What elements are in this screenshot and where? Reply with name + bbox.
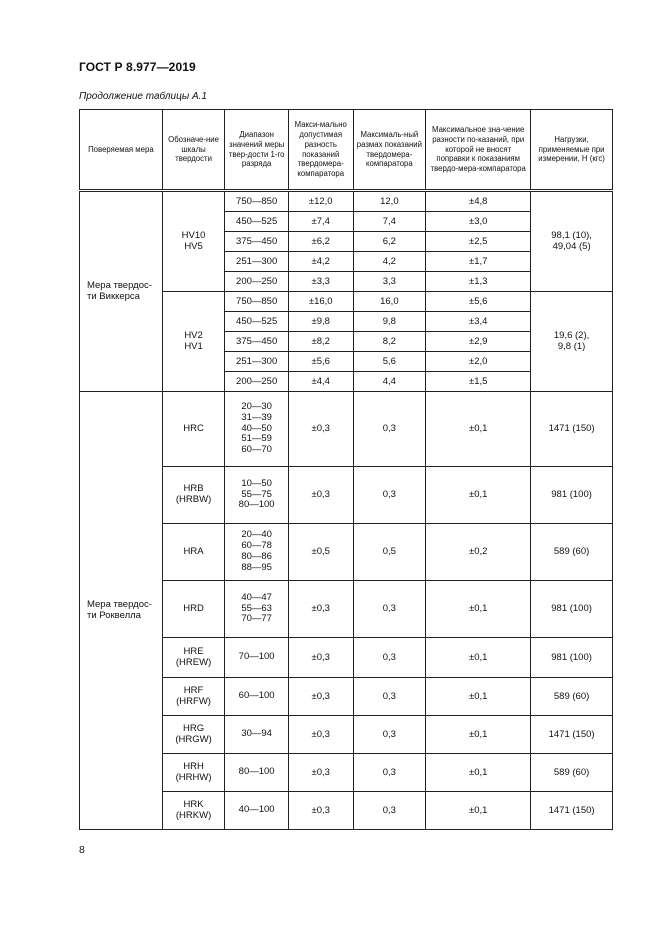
max-spread-cell: 0,3 — [353, 638, 426, 678]
max-spread-cell: 0,3 — [353, 678, 426, 716]
max-diff-cell: ±0,3 — [288, 754, 353, 792]
max-diff-cell: ±0,3 — [288, 716, 353, 754]
max-diff-cell: ±3,3 — [288, 272, 353, 292]
range-cell: 60—100 — [225, 678, 289, 716]
table-row — [80, 191, 613, 212]
scale-designation: HRC — [162, 392, 225, 467]
max-diff-cell: ±0,3 — [288, 581, 353, 638]
max-diff-cell: ±9,8 — [288, 312, 353, 332]
range-cell: 251—300 — [225, 252, 289, 272]
col-header-load: Нагрузки, применяемые при измерении, Н (кгс) — [531, 110, 613, 191]
range-cell: 40—47 55—63 70—77 — [225, 581, 289, 638]
no-correction-cell: ±0,1 — [426, 678, 531, 716]
max-spread-cell: 0,3 — [353, 754, 426, 792]
max-diff-cell: ±6,2 — [288, 232, 353, 252]
document-header: ГОСТ Р 8.977—2019 — [79, 60, 196, 74]
scale-designation: HRE (HREW) — [162, 638, 225, 678]
scale-designation: HRG (HRGW) — [162, 716, 225, 754]
range-cell: 750—850 — [225, 191, 289, 212]
no-correction-cell: ±2,0 — [426, 352, 531, 372]
range-cell: 20—40 60—78 80—86 88—95 — [225, 524, 289, 581]
no-correction-cell: ±3,4 — [426, 312, 531, 332]
load-cell: 98,1 (10), 49,04 (5) — [531, 191, 613, 292]
load-cell: 1471 (150) — [531, 392, 613, 467]
no-correction-cell: ±4,8 — [426, 191, 531, 212]
no-correction-cell: ±1,7 — [426, 252, 531, 272]
no-correction-cell: ±0,1 — [426, 638, 531, 678]
rockwell-measure-label: Мера твердос-ти Роквелла — [80, 392, 163, 830]
max-diff-cell: ±12,0 — [288, 191, 353, 212]
max-diff-cell: ±0,3 — [288, 392, 353, 467]
range-cell: 70—100 — [225, 638, 289, 678]
col-header-max-diff: Макси-мально допустимая разность показаний твердомера-компаратора — [288, 110, 353, 191]
max-spread-cell: 6,2 — [353, 232, 426, 252]
table-row — [80, 392, 613, 467]
range-cell: 200—250 — [225, 372, 289, 392]
table-caption: Продолжение таблицы А.1 — [79, 91, 207, 102]
range-cell: 30—94 — [225, 716, 289, 754]
range-cell: 450—525 — [225, 212, 289, 232]
col-header-no-correction: Максимальное зна-чение разности по-казаний, при которой не вносят поправки к показаниям твердо-мера-компаратора — [426, 110, 531, 191]
no-correction-cell: ±0,1 — [426, 792, 531, 830]
range-cell: 251—300 — [225, 352, 289, 372]
range-cell: 80—100 — [225, 754, 289, 792]
page-number: 8 — [79, 844, 85, 856]
max-spread-cell: 5,6 — [353, 352, 426, 372]
load-cell: 589 (60) — [531, 678, 613, 716]
max-spread-cell: 0,5 — [353, 524, 426, 581]
no-correction-cell: ±0,1 — [426, 581, 531, 638]
load-cell: 981 (100) — [531, 581, 613, 638]
max-diff-cell: ±7,4 — [288, 212, 353, 232]
load-cell: 981 (100) — [531, 467, 613, 524]
max-diff-cell: ±0,3 — [288, 467, 353, 524]
range-cell: 20—30 31—39 40—50 51—59 60—70 — [225, 392, 289, 467]
range-cell: 10—50 55—75 80—100 — [225, 467, 289, 524]
no-correction-cell: ±0,1 — [426, 754, 531, 792]
scale-designation: HRA — [162, 524, 225, 581]
load-cell: 1471 (150) — [531, 792, 613, 830]
max-spread-cell: 8,2 — [353, 332, 426, 352]
max-diff-cell: ±4,4 — [288, 372, 353, 392]
load-cell: 981 (100) — [531, 638, 613, 678]
max-diff-cell: ±5,6 — [288, 352, 353, 372]
no-correction-cell: ±0,2 — [426, 524, 531, 581]
max-diff-cell: ±0,3 — [288, 792, 353, 830]
scale-designation: HRH (HRHW) — [162, 754, 225, 792]
scale-designation: HRF (HRFW) — [162, 678, 225, 716]
range-cell: 375—450 — [225, 332, 289, 352]
range-cell: 200—250 — [225, 272, 289, 292]
range-cell: 750—850 — [225, 292, 289, 312]
col-header-scale: Обозначе-ние шкалы твердости — [162, 110, 225, 191]
load-cell: 589 (60) — [531, 754, 613, 792]
col-header-max-spread: Максималь-ный размах показаний твердомера-компаратора — [353, 110, 426, 191]
max-spread-cell: 12,0 — [353, 191, 426, 212]
range-cell: 40—100 — [225, 792, 289, 830]
col-header-range: Диапазон значений меры твер-дости 1-го разряда — [225, 110, 289, 191]
max-diff-cell: ±0,5 — [288, 524, 353, 581]
no-correction-cell: ±5,6 — [426, 292, 531, 312]
table-header-row — [80, 110, 613, 191]
vickers-measure-label: Мера твердос-ти Виккерса — [80, 191, 163, 392]
max-spread-cell: 16,0 — [353, 292, 426, 312]
max-spread-cell: 0,3 — [353, 581, 426, 638]
max-diff-cell: ±0,3 — [288, 678, 353, 716]
no-correction-cell: ±3,0 — [426, 212, 531, 232]
hardness-table — [79, 109, 613, 830]
scale-designation: HRK (HRKW) — [162, 792, 225, 830]
max-spread-cell: 4,4 — [353, 372, 426, 392]
col-header-measure: Поверяемая мера — [80, 110, 163, 191]
max-spread-cell: 0,3 — [353, 792, 426, 830]
no-correction-cell: ±0,1 — [426, 392, 531, 467]
load-cell: 19,6 (2), 9,8 (1) — [531, 292, 613, 392]
max-diff-cell: ±8,2 — [288, 332, 353, 352]
max-diff-cell: ±4,2 — [288, 252, 353, 272]
load-cell: 1471 (150) — [531, 716, 613, 754]
max-spread-cell: 4,2 — [353, 252, 426, 272]
no-correction-cell: ±1,5 — [426, 372, 531, 392]
no-correction-cell: ±0,1 — [426, 716, 531, 754]
max-diff-cell: ±16,0 — [288, 292, 353, 312]
no-correction-cell: ±2,9 — [426, 332, 531, 352]
max-spread-cell: 9,8 — [353, 312, 426, 332]
max-spread-cell: 0,3 — [353, 467, 426, 524]
max-spread-cell: 3,3 — [353, 272, 426, 292]
range-cell: 375—450 — [225, 232, 289, 252]
max-spread-cell: 0,3 — [353, 392, 426, 467]
scale-designation: HRD — [162, 581, 225, 638]
max-diff-cell: ±0,3 — [288, 638, 353, 678]
scale-designation: HV2 HV1 — [162, 292, 225, 392]
no-correction-cell: ±0,1 — [426, 467, 531, 524]
load-cell: 589 (60) — [531, 524, 613, 581]
max-spread-cell: 0,3 — [353, 716, 426, 754]
no-correction-cell: ±2,5 — [426, 232, 531, 252]
scale-designation: HRB (HRBW) — [162, 467, 225, 524]
scale-designation: HV10 HV5 — [162, 191, 225, 292]
max-spread-cell: 7,4 — [353, 212, 426, 232]
range-cell: 450—525 — [225, 312, 289, 332]
no-correction-cell: ±1,3 — [426, 272, 531, 292]
